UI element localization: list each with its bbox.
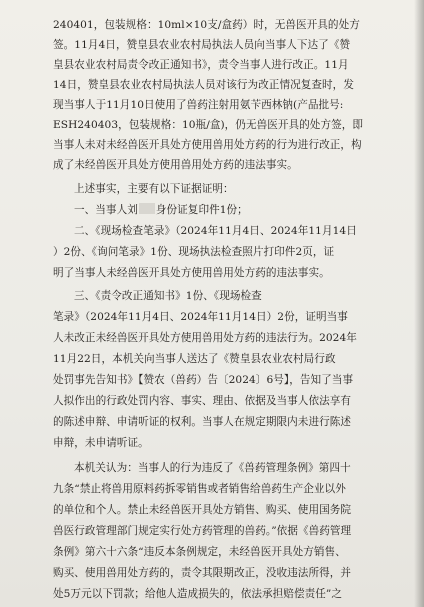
text-line: ）2份、《询问笔录》1份、现场执法检查照片打印件2页，证 (53, 246, 335, 258)
text-line: 240401，包装规格：10ml×10支/盒药）时，无兽医开具的处方 (53, 19, 360, 31)
text-line: 九条“禁止将兽用原料药拆零销售或者销售给兽药生产企业以外 (53, 483, 346, 495)
page-edge-shadow (414, 0, 424, 607)
text-line (74, 201, 375, 220)
text-line: 二、《现场检查笔录》（2024年11月4日、2024年11月14日 (74, 225, 357, 237)
text-line: 皇县农业农村局责令改正通知书》，责令当事人进行改正。11月 (53, 59, 349, 71)
text-line: 成了未经兽医开具处方使用兽用处方药的违法事实。 (53, 159, 298, 171)
text-line: 处罚事先告知书》【赞农（兽药）告〔2024〕6号】，告知了当事 (53, 374, 354, 386)
text-line: ESH240403，包装规格：10瓶/盒)，仍无兽医开具的处方签，即 (53, 119, 364, 131)
text-line: 的陈述申辩、申请听证的权利。当事人在规定期限内未进行陈述 (53, 416, 352, 428)
text-line: 兽医行政管理部门规定实行处方药管理的兽药。”依据《兽药管理 (53, 525, 352, 537)
text-line: 现当事人于11月10日使用了兽药注射用氨苄西林钠(产品批号: (53, 99, 344, 111)
text-line: 笔录》（2024年11月4日、2024年11月14日）2份，证明当事 (53, 311, 348, 323)
text-line: 的单位和个人。禁止未经兽医开具处方销售、购买、使用国务院 (53, 504, 352, 516)
evidence-item-suffix: 身份证复印件1份； (155, 204, 248, 216)
text-line: 明了当事人未经兽医开具处方使用兽用处方药的违法事实。 (53, 267, 330, 279)
text-line: 人未改正未经兽医开具处方使用兽用处方药的违法行为。2024年 (53, 332, 357, 344)
text-line: 条例》第六十六条“违反本条例规定，未经兽医开具处方销售、 (53, 546, 346, 558)
redaction-block (139, 203, 155, 214)
text-line: 上述事实，主要有以下证据证明： (74, 183, 234, 195)
text-line: 当事人未对未经兽医开具处方使用兽用处方药的行为进行改正，构 (53, 139, 362, 151)
text-line: 本机关认为：当事人的行为违反了《兽药管理条例》第四十 (74, 462, 351, 474)
text-line: 申辩，未申请听证。 (53, 437, 149, 449)
evidence-item-prefix: 一、当事人刘 (74, 204, 138, 216)
text-line: 人拟作出的行政处罚内容、事实、理由、依据及当事人依法享有 (53, 395, 352, 407)
text-line: 处5万元以下罚款；给他人造成损失的，依法承担赔偿责任”之 (53, 588, 342, 600)
text-line: 签。11月4日，赞皇县农业农村局执法人员向当事人下达了《赞 (53, 39, 351, 51)
text-line: 14日，赞皇县农业农村局执法人员对该行为改正情况复查时，发 (53, 79, 354, 91)
text-line: 购买、使用兽用处方药的，责令其限期改正，没收违法所得，并 (53, 567, 352, 579)
text-line: 三、《责令改正通知书》1份、《现场检查 (74, 290, 262, 302)
text-line: 11月22日，本机关向当事人送达了《赞皇县农业农村局行政 (53, 353, 336, 365)
